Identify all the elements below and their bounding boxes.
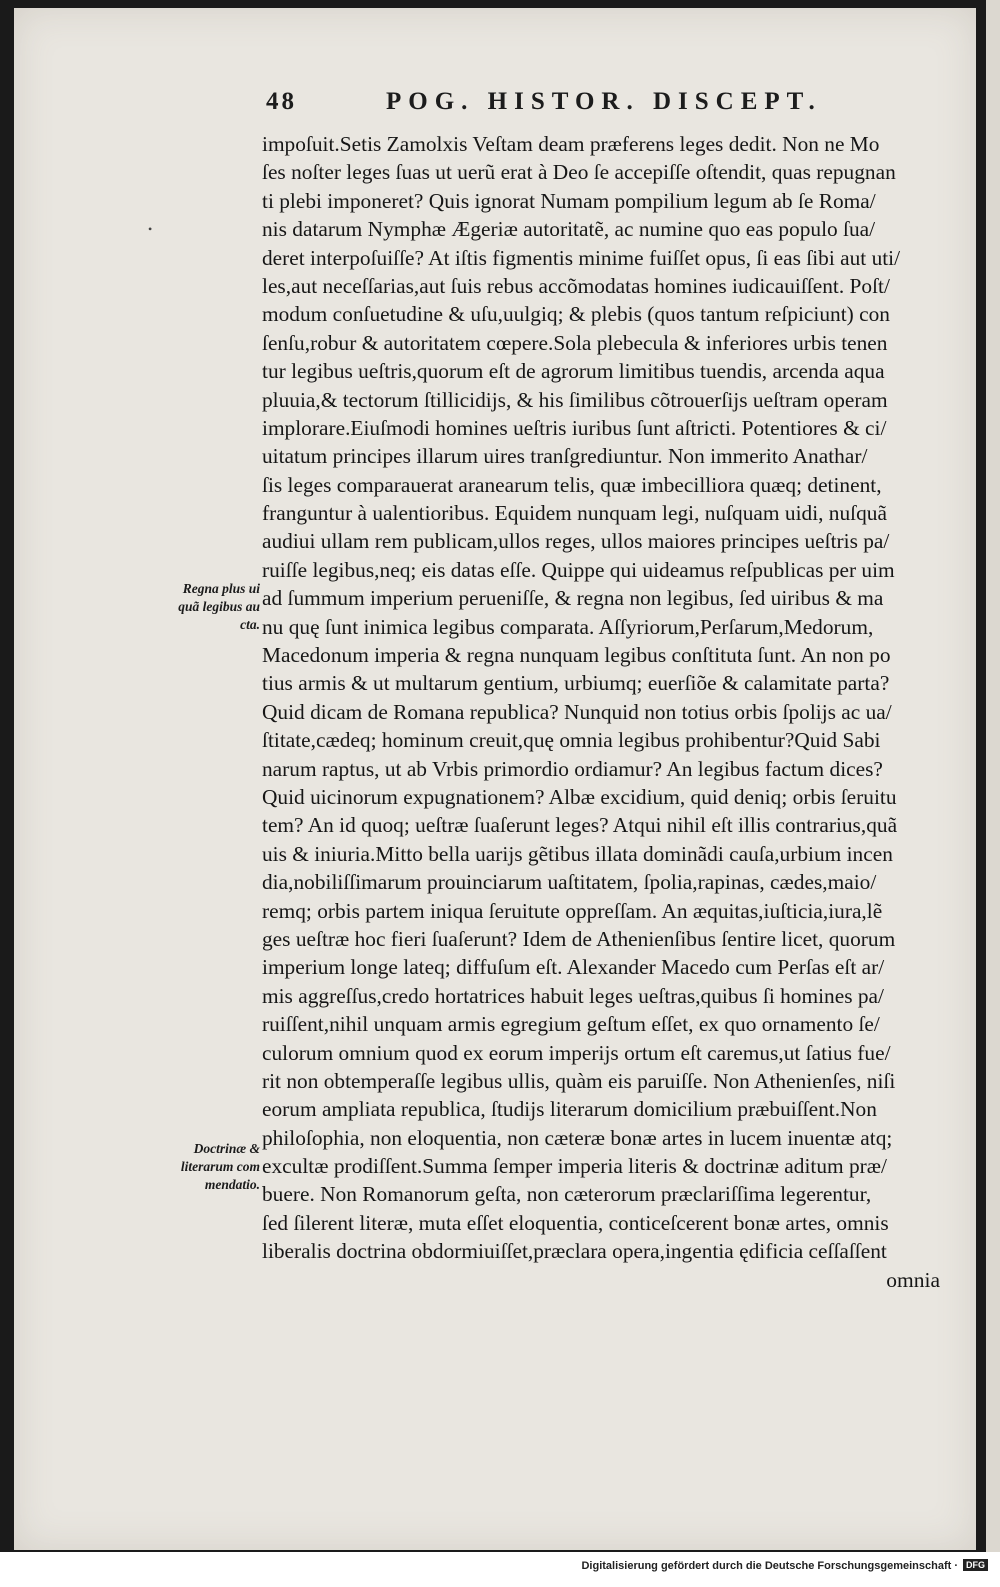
text-line: Quid uicinorum expugnationem? Albæ excidium, quid deniq; orbis ſeruitu	[262, 784, 897, 809]
text-line: pluuia,& tectorum ſtillicidijs, & his ſimilibus cõtrouerſijs ueſtram operam	[262, 387, 888, 412]
footer-bar	[0, 1556, 1000, 1576]
text-line: Macedonum imperia & regna nunquam legibus conſtituta ſunt. An non po	[262, 643, 891, 668]
digitization-credit: Digitalisierung gefördert durch die Deutsche Forschungsgemeinschaft ·	[581, 1560, 958, 1572]
text-line: tius armis & ut multarum gentium, urbiumq; euerſiõe & calamitate parta?	[262, 671, 890, 696]
page-number: 48	[266, 88, 297, 115]
margin-note-regna	[150, 580, 260, 634]
text-line: eorum ampliata republica, ſtudijs literarum domicilium præbuiſſent.Non	[262, 1097, 877, 1122]
text-line: tur legibus ueſtris,quorum eſt de agrorum limitibus tuendis, arcenda aqua	[262, 359, 885, 384]
margin-note-doctrinae	[150, 1140, 260, 1194]
running-head: POG. HISTOR. DISCEPT.	[386, 88, 822, 115]
text-line: remq; orbis partem iniqua ſeruitute oppreſſam. An æquitas,iuſticia,iura,lẽ	[262, 898, 883, 923]
text-line: uitatum principes illarum uires tranſgrediuntur. Non immerito Anathar/	[262, 444, 868, 469]
text-line: dia,nobiliſſimarum prouinciarum uaſtitatem, ſpolia,rapinas, cædes,maio/	[262, 870, 877, 895]
text-line: nis datarum Nymphæ Ægeriæ autoritatẽ, ac numine quo eas populo ſua/	[262, 217, 876, 242]
text-line: ſed ſilerent literæ, muta eſſet eloquentia, conticeſcerent bonæ artes, omnis	[262, 1210, 889, 1235]
text-line: audiui ullam rem publicam,ullos reges, ullos maiores principes ueſtris pa/	[262, 529, 890, 554]
margin-note-line: mendatio.	[204, 1177, 260, 1192]
text-line: nu quę ſunt inimica legibus comparata. Aſſyriorum,Perſarum,Medorum,	[262, 614, 874, 639]
text-line: philoſophia, non eloquentia, non cæteræ bonæ artes in lucem inuentæ atq;	[262, 1125, 893, 1150]
text-line: ruiſſe legibus,neq; eis datas eſſe. Quippe qui uideamus reſpublicas per uim	[262, 557, 895, 582]
text-line: ſes noſter leges ſuas ut uerũ erat à Deo ſe accepiſſe oſtendit, quas repugnan	[262, 160, 896, 185]
text-line: ti plebi imponeret? Quis ignorat Numam pompilium legum ab ſe Roma/	[262, 188, 876, 213]
margin-note-line: cta.	[240, 617, 260, 632]
margin-note-line: literarum com	[180, 1159, 260, 1174]
margin-note-line: quã legibus au	[178, 599, 260, 614]
catchword: omnia	[886, 1267, 940, 1292]
margin-note-line: Regna plus ui	[182, 581, 260, 596]
text-line: les,aut neceſſarias,aut ſuis rebus accõmodatas homines iudicauiſſent. Poſt/	[262, 273, 890, 298]
text-line: modum conſuetudine & uſu,uulgiq; & plebis (quos tantum reſpiciunt) con	[262, 302, 890, 327]
dfg-logo: DFG	[963, 1559, 988, 1571]
text-line: ſenſu,robur & autoritatem cœpere.Sola plebecula & inferiores urbis tenen	[262, 330, 888, 355]
text-line: ges ueſtræ hoc fieri ſuaſerunt? Idem de Athenienſibus ſentire licet, quorum	[262, 926, 896, 951]
margin-note-line: Doctrinæ &	[193, 1141, 260, 1156]
text-line: implorare.Eiuſmodi homines ueſtris iuribus ſunt aſtricti. Potentiores & ci/	[262, 415, 887, 440]
text-line: tem? An id quoq; ueſtræ ſuaſerunt leges? Atqui nihil eſt illis contrarius,quã	[262, 813, 898, 838]
text-line: impoſuit.Setis Zamolxis Veſtam deam præferens leges dedit. Non ne Mo	[262, 132, 880, 156]
text-line: Quid dicam de Romana republica? Nunquid non totius orbis ſpolijs ac ua/	[262, 699, 892, 724]
text-line: deret interpoſuiſſe? At iſtis figmentis minime fuiſſet opus, ſi eas ſibi aut uti/	[262, 245, 901, 270]
text-line: culorum omnium quod ex eorum imperijs ortum eſt caremus,ut ſatius fue/	[262, 1040, 891, 1065]
text-line: ruiſſent,nihil unquam armis egregium geſtum eſſet, ex quo ornamento ſe/	[262, 1012, 880, 1037]
text-line: uis & iniuria.Mitto bella uarijs gẽtibus illata dominãdi cauſa,urbium incen	[262, 841, 893, 866]
text-line: narum raptus, ut ab Vrbis primordio ordiamur? An legibus factum dices?	[262, 756, 883, 781]
margin-bullet-mark: •	[148, 222, 153, 236]
text-line: liberalis doctrina obdormiuiſſet,præclara opera,ingentia ędificia ceſſaſſent	[262, 1239, 887, 1264]
text-line: ad ſummum imperium perueniſſe, & regna non legibus, ſed uiribus & ma	[262, 586, 884, 611]
text-line: ſis leges comparauerat aranearum telis, quæ imbecilliora quæq; detinent,	[262, 472, 882, 497]
text-line: buere. Non Romanorum geſta, non cæterorum præclariſſima legerentur,	[262, 1182, 872, 1207]
text-line: excultæ prodiſſent.Summa ſemper imperia literis & doctrinæ aditum præ/	[262, 1154, 887, 1179]
text-line: mis aggreſſus,credo hortatrices habuit leges ueſtras,quibus ſi homines pa/	[262, 983, 884, 1008]
text-line: franguntur à ualentioribus. Equidem nunquam legi, nuſquam uidi, nuſquã	[262, 501, 887, 526]
text-line: rit non obtemperaſſe legibus ullis, quàm eis paruiſſe. Non Athenienſes, niſi	[262, 1068, 896, 1093]
text-line: imperium longe lateq; diffuſum eſt. Alexander Macedo cum Perſas eſt ar/	[262, 955, 885, 980]
page-edge	[986, 0, 1000, 1552]
page-header	[266, 88, 866, 128]
text-line: ſtitate,cædeq; hominum creuit,quę omnia legibus prohibentur?Quid Sabi	[262, 728, 881, 753]
main-text-block	[262, 130, 952, 1294]
